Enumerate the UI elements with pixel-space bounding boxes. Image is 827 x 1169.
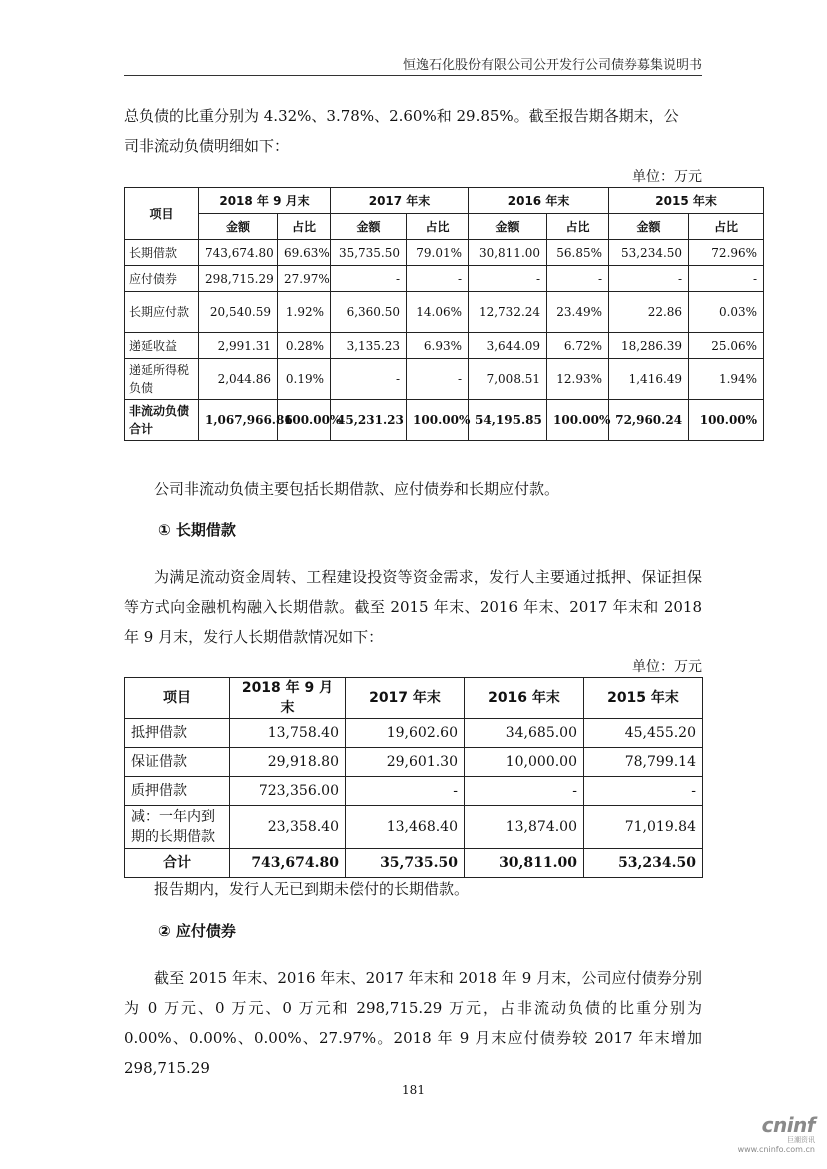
row-label: 长期应付款 (125, 292, 199, 333)
cell: 13,874.00 (465, 806, 584, 849)
cell: 29,601.30 (346, 748, 465, 777)
t1-ratio-header: 占比 (547, 214, 609, 240)
summary-long-term-loans: 报告期内，发行人无已到期未偿付的长期借款。 (154, 880, 470, 898)
cninfo-url: www.cninfo.com.cn (737, 1145, 815, 1154)
t2-header: 2018 年 9 月末 (230, 678, 346, 719)
cell: - (584, 777, 703, 806)
cell: 1.92% (278, 292, 331, 333)
cell: 18,286.39 (609, 333, 689, 359)
row-label: 应付债券 (125, 266, 199, 292)
cell: 22.86 (609, 292, 689, 333)
table-row (125, 719, 703, 748)
cell: 27.97% (278, 266, 331, 292)
cell: - (547, 266, 609, 292)
cell: 298,715.29 (199, 266, 278, 292)
cell: 71,019.84 (584, 806, 703, 849)
row-label: 长期借款 (125, 240, 199, 266)
cell: 23.49% (547, 292, 609, 333)
cell: 6,360.50 (331, 292, 407, 333)
cell: 723,356.00 (230, 777, 346, 806)
cell: 100.00% (278, 400, 331, 441)
cell: 0.19% (278, 359, 331, 400)
t2-header: 项目 (125, 678, 230, 719)
cell: 743,674.80 (199, 240, 278, 266)
cell: 3,644.09 (469, 333, 547, 359)
cell: 56.85% (547, 240, 609, 266)
t2-header: 2016 年末 (465, 678, 584, 719)
table-row (125, 748, 703, 777)
cell: 35,735.50 (346, 849, 465, 878)
cell: 30,811.00 (469, 240, 547, 266)
cell: 45,455.20 (584, 719, 703, 748)
t1-amount-header: 金额 (609, 214, 689, 240)
row-label: 合计 (125, 849, 230, 878)
table-row (125, 266, 764, 292)
cell: 34,685.00 (465, 719, 584, 748)
cninfo-watermark (735, 1114, 815, 1155)
intro-line-1: 总负债的比重分别为 4.32%、3.78%、2.60%和 29.85%。截至报告期各期末，公 (124, 107, 679, 125)
t1-period-header: 2018 年 9 月末 (199, 188, 331, 214)
cell: 3,135.23 (331, 333, 407, 359)
t2-header: 2017 年末 (346, 678, 465, 719)
cell: - (331, 359, 407, 400)
cell: 14.06% (407, 292, 469, 333)
cell: 23,358.40 (230, 806, 346, 849)
cell: - (407, 359, 469, 400)
cell: 45,231.23 (331, 400, 407, 441)
cell: 25.06% (689, 333, 764, 359)
row-label: 非流动负债合计 (125, 400, 199, 441)
t1-ratio-header: 占比 (278, 214, 331, 240)
row-label: 质押借款 (125, 777, 230, 806)
t1-amount-header: 金额 (331, 214, 407, 240)
cell: - (469, 266, 547, 292)
cell: - (331, 266, 407, 292)
cell: 100.00% (407, 400, 469, 441)
cell: - (465, 777, 584, 806)
cell: 7,008.51 (469, 359, 547, 400)
t2-header: 2015 年末 (584, 678, 703, 719)
table2-unit: 单位：万元 (632, 659, 702, 675)
noncurrent-liabilities-table (124, 187, 764, 441)
cell: 13,468.40 (346, 806, 465, 849)
cell: 78,799.14 (584, 748, 703, 777)
table1-unit: 单位：万元 (632, 169, 702, 185)
row-label: 保证借款 (125, 748, 230, 777)
cell: 29,918.80 (230, 748, 346, 777)
table-row (125, 292, 764, 333)
section1-paragraph: 为满足流动资金周转、工程建设投资等资金需求，发行人主要通过抵押、保证担保等方式向金融机构融入长期借款。截至 2015 年末、2016 年末、2017 年末和 2018 年 9 月末，发行人长期借款情况如下： (124, 568, 702, 646)
t1-item-header: 项目 (125, 188, 199, 240)
cell: 100.00% (547, 400, 609, 441)
cell: 10,000.00 (465, 748, 584, 777)
table-row (125, 359, 764, 400)
cell: - (609, 266, 689, 292)
cell: 0.28% (278, 333, 331, 359)
section-heading-bonds-payable: ② 应付债券 (158, 922, 236, 940)
t1-period-header: 2016 年末 (469, 188, 609, 214)
t1-period-header: 2015 年末 (609, 188, 764, 214)
section2-paragraph: 截至 2015 年末、2016 年末、2017 年末和 2018 年 9 月末，公司应付债券分别为 0 万元、0 万元、0 万元和 298,715.29 万元，占非流动负债的比重分别为 0.00%、0.00%、0.00%、27.97%。2018 年 9 月末应付债券较 2017 年末增加 298,715.29 (124, 969, 702, 1077)
row-label: 抵押借款 (125, 719, 230, 748)
cell: 53,234.50 (584, 849, 703, 878)
cell: 35,735.50 (331, 240, 407, 266)
cell: 79.01% (407, 240, 469, 266)
t1-amount-header: 金额 (199, 214, 278, 240)
cell: 743,674.80 (230, 849, 346, 878)
cell: 54,195.85 (469, 400, 547, 441)
section-heading-long-term-loans: ① 长期借款 (158, 521, 236, 539)
table-row (125, 333, 764, 359)
cell: 72.96% (689, 240, 764, 266)
cell: 12.93% (547, 359, 609, 400)
cell: 72,960.24 (609, 400, 689, 441)
long-term-loans-table (124, 677, 703, 878)
cell: 13,758.40 (230, 719, 346, 748)
cell: 1,416.49 (609, 359, 689, 400)
cell: 1.94% (689, 359, 764, 400)
cell: 12,732.24 (469, 292, 547, 333)
intro-line-2: 司非流动负债明细如下： (124, 137, 290, 155)
cell: - (346, 777, 465, 806)
cell: 6.93% (407, 333, 469, 359)
cninfo-logo: cninf (761, 1113, 815, 1137)
t1-amount-header: 金额 (469, 214, 547, 240)
cninfo-name: 巨潮资讯 (787, 1136, 815, 1144)
cell: 20,540.59 (199, 292, 278, 333)
cell: 6.72% (547, 333, 609, 359)
cell: 2,991.31 (199, 333, 278, 359)
header-rule (124, 75, 702, 76)
cell: 30,811.00 (465, 849, 584, 878)
page-number: 181 (402, 1083, 425, 1097)
cell: - (407, 266, 469, 292)
cell: 100.00% (689, 400, 764, 441)
cell: 0.03% (689, 292, 764, 333)
t1-ratio-header: 占比 (689, 214, 764, 240)
running-header: 恒逸石化股份有限公司公开发行公司债券募集说明书 (402, 58, 702, 73)
cell: - (689, 266, 764, 292)
cell: 2,044.86 (199, 359, 278, 400)
row-label: 递延收益 (125, 333, 199, 359)
t1-ratio-header: 占比 (407, 214, 469, 240)
row-label: 减：一年内到期的长期借款 (125, 806, 230, 849)
cell: 53,234.50 (609, 240, 689, 266)
cell: 1,067,966.86 (199, 400, 278, 441)
table-row (125, 777, 703, 806)
row-label: 递延所得税负债 (125, 359, 199, 400)
table-row (125, 240, 764, 266)
cell: 19,602.60 (346, 719, 465, 748)
table-row (125, 806, 703, 849)
t1-period-header: 2017 年末 (331, 188, 469, 214)
cell: 69.63% (278, 240, 331, 266)
summary-noncurrent: 公司非流动负债主要包括长期借款、应付债券和长期应付款。 (154, 480, 560, 498)
table-total-row (125, 400, 764, 441)
